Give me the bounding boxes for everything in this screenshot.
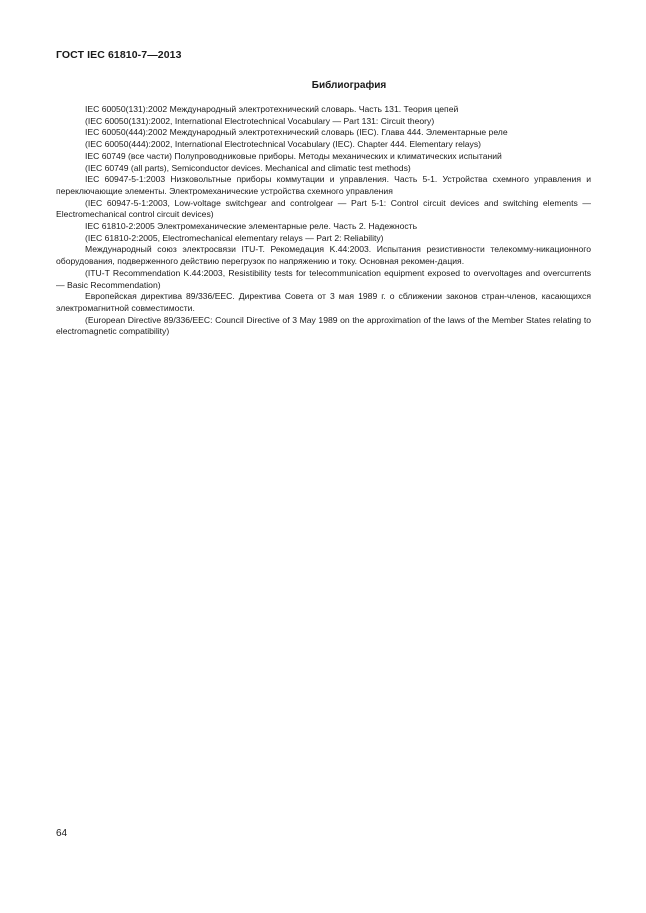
bibliography-entry: (IEC 60947-5-1:2003, Low-voltage switchgear and controlgear — Part 5-1: Control circuit devices and switching elements — Electromechanical control circuit devices) <box>56 197 591 220</box>
page-number: 64 <box>56 828 68 839</box>
bibliography-entry: IEC 60947-5-1:2003 Низковольтные приборы коммутации и управления. Часть 5-1. Устройства схемного управления и переключающие элементы. Электромеханические устройства схемного управления <box>56 174 591 196</box>
bibliography-title: Библиография <box>311 80 387 91</box>
bibliography-entry: IEC 60050(444):2002 Международный электротехнический словарь (IEC). Глава 444. Элементарные реле <box>85 127 508 138</box>
bibliography-entry: IEC 60050(131):2002 Международный электротехнический словарь. Часть 131. Теория цепей <box>85 104 459 114</box>
bibliography-entry: (IEC 60749 (all parts), Semiconductor devices. Mechanical and climatic test methods) <box>85 162 411 173</box>
bibliography-entry: (ITU-T Recommendation K.44:2003, Resistibility tests for telecommunication equipment exposed to overvoltages and overcurrents — Basic Recommendation) <box>56 267 591 290</box>
bibliography-entry: (IEC 60050(131):2002, International Electrotechnical Vocabulary — Part 131: Circuit theory) <box>85 115 435 126</box>
bibliography-entry: Международный союз электросвязи ITU-T. Рекомедация K.44:2003. Испытания резистивности телекомму-никационного оборудования, подверженного действию перегрузок по напряжению и току. Основная рекомен-дация. <box>56 244 591 267</box>
bibliography-entry: IEC 61810-2:2005 Электромеханические элементарные реле. Часть 2. Надежность <box>85 221 418 232</box>
document-code: ГОСТ IEC 61810-7—2013 <box>56 49 182 61</box>
bibliography-entry: (European Directive 89/336/EEC: Council Directive of 3 May 1989 on the approximation of the laws of the Member States relating to electromagnetic compatibility) <box>56 314 591 337</box>
bibliography-entry: IEC 60749 (все части) Полупроводниковые приборы. Методы механических и климатических испытаний <box>85 150 502 161</box>
bibliography-entry: (IEC 60050(444):2002, International Electrotechnical Vocabulary (IEC). Chapter 444. Elementary relays) <box>85 139 481 150</box>
bibliography-entry: (IEC 61810-2:2005, Electromechanical elementary relays — Part 2: Reliability) <box>85 232 384 243</box>
bibliography-list <box>56 104 591 338</box>
bibliography-entry: Европейская директива 89/336/EEC. Директива Совета от 3 мая 1989 г. о сближении законов стран-членов, касающихся электромагнитной совместимости. <box>56 291 591 313</box>
